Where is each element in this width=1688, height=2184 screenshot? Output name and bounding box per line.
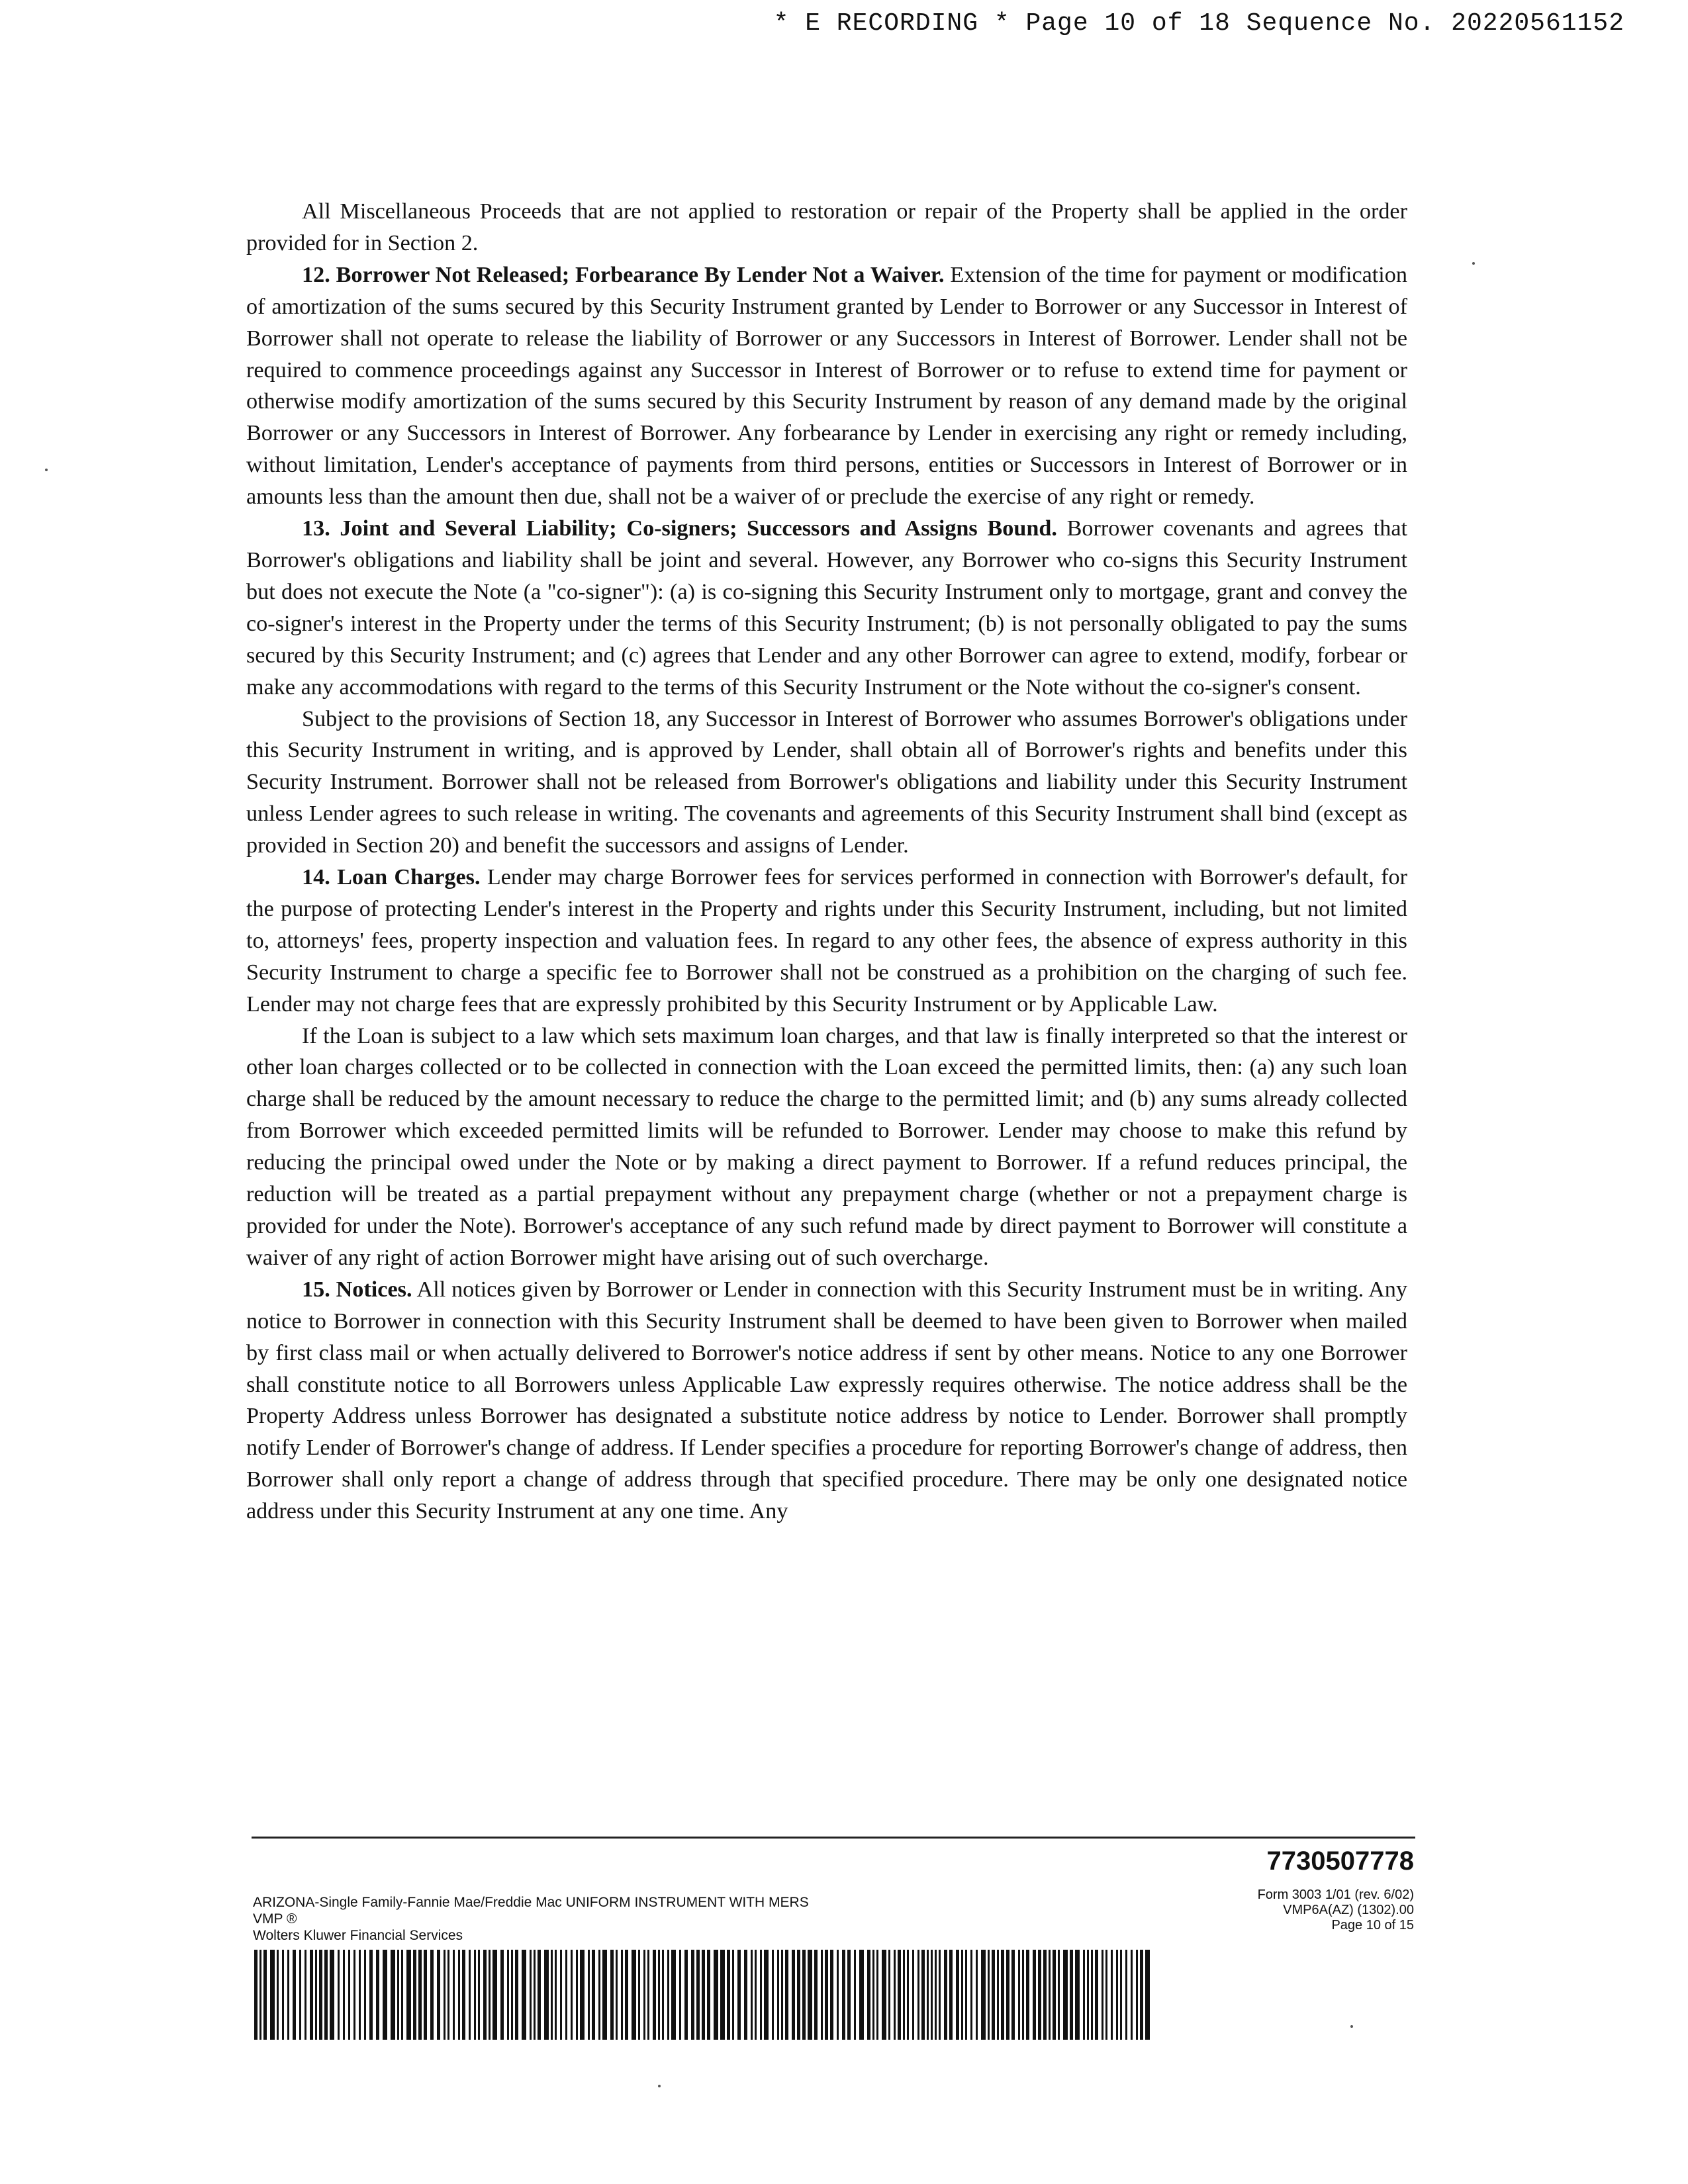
barcode-bar [638,1950,640,2040]
paragraph-maximum-loan-charges [246,1021,1407,1274]
barcode-bar [391,1950,395,2040]
barcode-bar [259,1950,261,2040]
barcode-bar [702,1950,705,2040]
barcode-bar [592,1950,595,2040]
barcode-bar [330,1950,334,2040]
barcode-bar [1026,1950,1029,2040]
barcode-bar [939,1950,941,2040]
barcode-bar [970,1950,972,2040]
barcode-bar [348,1950,350,2040]
barcode-bar [658,1950,660,2040]
barcode-bar [821,1950,823,2040]
barcode-bar [837,1950,839,2040]
barcode-bar [772,1950,774,2040]
barcode-bar [310,1950,313,2040]
barcode-bar [1063,1950,1068,2040]
barcode-bar [927,1950,929,2040]
barcode-bar [854,1950,856,2040]
barcode-bar [737,1950,741,2040]
barcode-bar [418,1950,422,2040]
barcode-bar [956,1950,959,2040]
barcode-bar [299,1950,301,2040]
barcode-bar [430,1950,434,2040]
barcode-bar [1038,1950,1041,2040]
barcode-bar [469,1950,471,2040]
barcode-bar [1022,1950,1024,2040]
barcode-bar [462,1950,465,2040]
paragraph-text: Subject to the provisions of Section 18, any Successor in Interest of Borrower who assumes Borrower's obligations under this Security Instrument in writing, and is approved by Lender, shall obtain all of Borrower's rights and benefits under this Security Instrument. Borrower shall not be released from Borrower's obligations and liability under this Security Instrument unless Lender agrees to such release in writing. The covenants and agreements of this Security Instrument shall bind (except as provided in Section 20) and benefit the successors and assigns of Lender. [246,706,1407,858]
barcode-bar [949,1950,953,2040]
barcode-bar [544,1950,549,2040]
barcode-bar [847,1950,851,2040]
section-15-heading: 15. Notices. [302,1277,412,1302]
barcode-bar [714,1950,718,2040]
barcode-bar [981,1950,986,2040]
barcode-bar [976,1950,978,2040]
paragraph-text: Lender may charge Borrower fees for services performed in connection with Borrower's default, for the purpose of protecting Lender's interest in the Property and rights under this Security Instrument, including, but not limited to, attorneys' fees, property inspection and valuation fees. In regard to any other fees, the absence of express authority in this Security Instrument to charge a specific fee to Borrower shall not be construed as a prohibition on the charging of such fee. Lender may not charge fees that are expressly prohibited by this Security Instrument or by Applicable Law. [246,865,1407,1017]
barcode-bar [610,1950,614,2040]
barcode-bar [621,1950,623,2040]
barcode-bar [602,1950,607,2040]
barcode-bar [401,1950,403,2040]
barcode-bar [437,1950,440,2040]
barcode-bar [744,1950,747,2040]
paragraph-text: Extension of the time for payment or modification of amortization of the sums secured by this Security Instrument granted by Lender to Borrower or any Successor in Interest of Borrower shall not operate to release the liability of Borrower or any Successors in Interest of Borrower. Lender shall not be required to commence proceedings against any Successor in Interest of Borrower or to refuse to extend time for payment or otherwise modify amortization of the sums secured by this Security Instrument by reason of any demand made by the original Borrower or any Successors in Interest of Borrower. Any forbearance by Lender in exercising any right or remedy including, without limitation, Lender's acceptance of payments from third persons, entities or Successors in Interest of Borrower or in amounts less than the amount then due, shall not be a waiver of or preclude the exercise of any right or remedy. [246,262,1407,510]
barcode-bar [551,1950,553,2040]
barcode-bar [684,1950,688,2040]
scan-speck [1472,262,1475,265]
barcode-bar [961,1950,963,2040]
barcode-bar [653,1950,656,2040]
barcode-bar [474,1950,476,2040]
barcode-bar [555,1950,557,2040]
barcode-bar [282,1950,284,2040]
barcode-bar [1070,1950,1073,2040]
barcode-bar [935,1950,937,2040]
document-body [246,196,1407,1527]
paragraph-misc-proceeds [246,196,1407,259]
barcode-bar [522,1950,526,2040]
barcode-bar [305,1950,306,2040]
barcode-bar [1116,1950,1118,2040]
form-identification [253,1894,809,1944]
barcode-bar [1001,1950,1004,2040]
barcode-bar [662,1950,664,2040]
barcode-bar [781,1950,783,2040]
barcode-bar [764,1950,769,2040]
barcode-bar [453,1950,455,2040]
form-page-label: Page 10 of 15 [1331,1918,1414,1933]
barcode-bar [254,1950,258,2040]
barcode-bar [632,1950,636,2040]
barcode-bar [1136,1950,1138,2040]
barcode-bar [792,1950,795,2040]
paragraph-text: If the Loan is subject to a law which sets maximum loan charges, and that law is finally interpreted so that the interest or other loan charges collected or to be collected in connection with the Loan exceed the permitted limits, then: (a) any such loan charge shall be reduced by the amount necessary to reduce the charge to the permitted limit; and (b) any sums already collected from Borrower which exceeded permitted limits will be refunded to Borrower. Lender may choose to make this refund by reducing the principal owed under the Note or by making a direct payment to Borrower. If a refund reduces principal, the reduction will be treated as a partial prepayment without any prepayment charge (whether or not a prepayment charge is provided for under the Note). Borrower's acceptance of any such refund made by direct payment to Borrower will constitute a waiver of any right of action Borrower might have arising out of such overcharge. [246,1023,1407,1270]
barcode-bar [1125,1950,1127,2040]
barcode-bar [598,1950,600,2040]
barcode-bar [777,1950,779,2040]
barcode-bar [277,1950,279,2040]
barcode-bar [876,1950,878,2040]
barcode-bar [492,1950,497,2040]
barcode-bar [1140,1950,1143,2040]
barcode-bar [489,1950,491,2040]
barcode-bar [944,1950,947,2040]
barcode-bar [447,1950,449,2040]
barcode-bar [912,1950,914,2040]
barcode-bar [534,1950,536,2040]
barcode-bar [1075,1950,1080,2040]
form-reference [1258,1888,1414,1933]
barcode-bar [1105,1950,1107,2040]
barcode-bar [917,1950,919,2040]
barcode-bar [797,1950,800,2040]
footer-divider [252,1837,1415,1839]
barcode-bar [992,1950,995,2040]
section-12-heading: 12. Borrower Not Released; Forbearance By Lender Not a Waiver. [302,262,945,287]
barcode-bar [270,1950,275,2040]
barcode [254,1950,1154,2040]
barcode-bar [580,1950,585,2040]
barcode-bar [515,1950,518,2040]
barcode-bar [1087,1950,1089,2040]
barcode-bar [808,1950,812,2040]
barcode-bar [397,1950,399,2040]
section-14-heading: 14. Loan Charges. [302,865,481,890]
barcode-bar [588,1950,590,2040]
recording-header: * E RECORDING * Page 10 of 18 Sequence No. 20220561152 [773,9,1624,38]
barcode-bar [814,1950,818,2040]
paragraph-text: All Miscellaneous Proceeds that are not applied to restoration or repair of the Property shall be applied in the order provided for in Section 2. [246,199,1407,255]
barcode-bar [830,1950,833,2040]
barcode-bar [1043,1950,1047,2040]
barcode-bar [263,1950,267,2040]
barcode-bar [965,1950,967,2040]
paragraph-text: Borrower covenants and agrees that Borrower's obligations and liability shall be joint and several. However, any Borrower who co-signs this Security Instrument but does not execute the Note (a "co-signer"): (a) is co-signing this Security Instrument only to mortgage, grant and convey the co-signer's interest in the Property under the terms of this Security Instrument; (b) is not personally obligated to pay the sums secured by this Security Instrument; and (c) agrees that Lender and any other Borrower can agree to extend, modify, forbear or make any accommodations with regard to the terms of this Security Instrument or the Note without the co-signer's consent. [246,516,1407,700]
section-13-heading: 13. Joint and Several Liability; Co-signers; Successors and Assigns Bound. [302,516,1057,541]
paragraph-section-14 [246,862,1407,1021]
barcode-bar [507,1950,509,2040]
barcode-bar [671,1950,676,2040]
barcode-bar [560,1950,562,2040]
paragraph-section-15 [246,1274,1407,1527]
barcode-bar [364,1950,366,2040]
barcode-bar [1033,1950,1036,2040]
barcode-bar [785,1950,788,2040]
barcode-bar [691,1950,694,2040]
barcode-bar [530,1950,532,2040]
barcode-bar [376,1950,379,2040]
barcode-bar [511,1950,513,2040]
barcode-bar [755,1950,757,2040]
barcode-bar [565,1950,567,2040]
barcode-bar [720,1950,725,2040]
barcode-bar [696,1950,700,2040]
barcode-bar [1145,1950,1150,2040]
barcode-bar [894,1950,896,2040]
barcode-bar [383,1950,387,2040]
barcode-bar [842,1950,845,2040]
barcode-bar [458,1950,460,2040]
barcode-bar [1049,1950,1051,2040]
loan-number: 7730507778 [1266,1846,1414,1876]
barcode-bar [369,1950,373,2040]
barcode-bar [576,1950,578,2040]
barcode-bar [406,1950,411,2040]
barcode-bar [997,1950,999,2040]
barcode-bar [802,1950,806,2040]
barcode-bar [444,1950,445,2040]
scan-speck [45,469,48,471]
barcode-bar [538,1950,541,2040]
barcode-bar [625,1950,628,2040]
barcode-bar [1053,1950,1056,2040]
barcode-bar [483,1950,487,2040]
barcode-bar [988,1950,990,2040]
barcode-bar [571,1950,573,2040]
barcode-bar [727,1950,730,2040]
scan-speck [658,2085,661,2087]
form-title: ARIZONA-Single Family-Fannie Mae/Freddie Mac UNIFORM INSTRUMENT WITH MERS [253,1895,809,1910]
paragraph-successor-interest [246,704,1407,862]
vmp-mark: VMP ® [253,1911,297,1927]
barcode-bar [1091,1950,1093,2040]
barcode-bar [359,1950,361,2040]
barcode-bar [293,1950,296,2040]
barcode-bar [287,1950,289,2040]
barcode-bar [315,1950,317,2040]
barcode-bar [1058,1950,1060,2040]
barcode-bar [707,1950,710,2040]
form-code: VMP6A(AZ) (1302).00 [1283,1903,1414,1917]
barcode-bar [931,1950,933,2040]
form-number: Form 3003 1/01 (rev. 6/02) [1257,1888,1414,1902]
barcode-bar [413,1950,416,2040]
barcode-bar [1018,1950,1020,2040]
barcode-bar [898,1950,901,2040]
barcode-bar [907,1950,909,2040]
barcode-bar [319,1950,322,2040]
barcode-bar [825,1950,828,2040]
barcode-bar [343,1950,345,2040]
barcode-bar [751,1950,753,2040]
scan-speck [1350,2025,1353,2028]
barcode-bar [424,1950,427,2040]
barcode-bar [760,1950,762,2040]
barcode-bar [478,1950,480,2040]
barcode-bar [1083,1950,1085,2040]
barcode-bar [1120,1950,1122,2040]
barcode-bar [732,1950,734,2040]
barcode-bar [643,1950,645,2040]
barcode-bar [1131,1950,1133,2040]
paragraph-section-13 [246,513,1407,703]
barcode-bar [1102,1950,1103,2040]
paragraph-text: All notices given by Borrower or Lender in connection with this Security Instrument must be in writing. Any notice to Borrower in connection with this Security Instrument shall be deemed to have been given to Borrower when mailed by first class mail or when actually delivered to Borrower's notice address if sent by other means. Notice to any one Borrower shall constitute notice to all Borrowers unless Applicable Law expressly requires otherwise. The notice address shall be the Property Address unless Borrower has designated a substitute notice address by notice to Lender. Borrower shall promptly notify Lender of Borrower's change of address. If Lender specifies a procedure for reporting Borrower's change of address, then Borrower shall only report a change of address through that specified procedure. There may be only one designated notice address under this Security Instrument at any one time. Any [246,1277,1407,1524]
barcode-bar [647,1950,649,2040]
barcode-bar [921,1950,925,2040]
publisher-name: Wolters Kluwer Financial Services [253,1928,463,1943]
barcode-bar [616,1950,618,2040]
barcode-bar [667,1950,669,2040]
barcode-bar [324,1950,328,2040]
barcode-bar [872,1950,874,2040]
barcode-bar [353,1950,355,2040]
paragraph-section-12 [246,259,1407,513]
barcode-bar [882,1950,886,2040]
barcode-bar [867,1950,870,2040]
barcode-bar [500,1950,504,2040]
barcode-bar [888,1950,890,2040]
barcode-bar [1011,1950,1015,2040]
barcode-bar [679,1950,681,2040]
barcode-bar [859,1950,864,2040]
barcode-bar [1006,1950,1009,2040]
barcode-bar [338,1950,340,2040]
barcode-bar [903,1950,905,2040]
barcode-bar [1095,1950,1098,2040]
barcode-bar [1111,1950,1113,2040]
